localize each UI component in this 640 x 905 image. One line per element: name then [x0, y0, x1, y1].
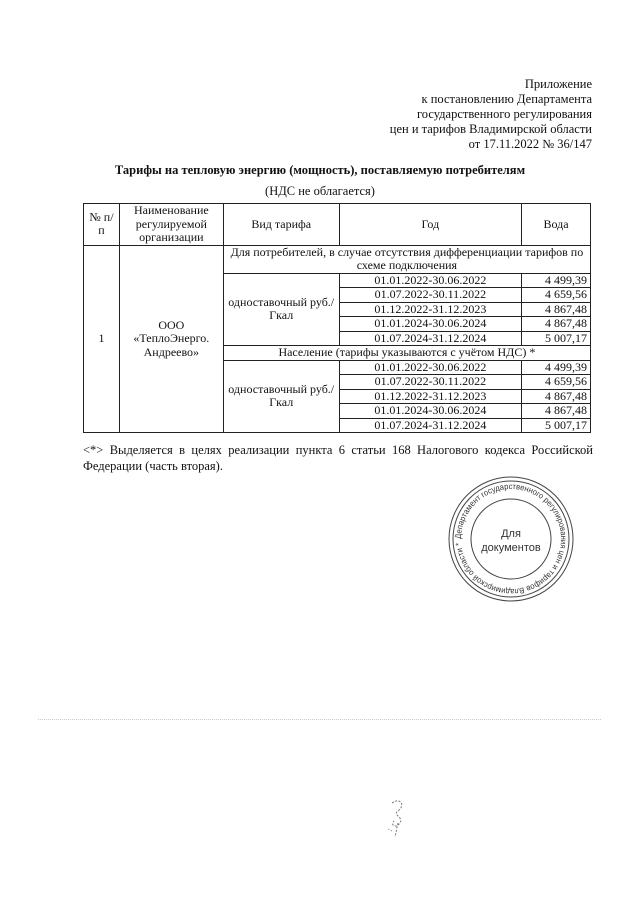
period-cell: 01.07.2024-31.12.2024	[339, 331, 521, 346]
value-cell: 4 499,39	[522, 360, 591, 375]
header-line: Приложение	[524, 77, 592, 91]
official-stamp	[447, 475, 575, 603]
value-cell: 4 867,48	[522, 317, 591, 332]
header-line: от 17.11.2022 № 36/147	[468, 137, 592, 151]
period-cell: 01.07.2022-30.11.2022	[339, 288, 521, 303]
period-cell: 01.01.2022-30.06.2022	[339, 273, 521, 288]
header-line: к постановлению Департамента	[421, 92, 592, 106]
period-cell: 01.12.2022-31.12.2023	[339, 389, 521, 404]
period-cell: 01.01.2024-30.06.2024	[339, 317, 521, 332]
value-cell: 4 867,48	[522, 404, 591, 419]
tariff-table	[83, 203, 591, 433]
footnote: <*> Выделяется в целях реализации пункта 6 статьи 168 Налогового кодекса Российской Федерации (часть вторая).	[83, 443, 593, 473]
column-header-year: Год	[339, 204, 521, 246]
stamp-center-line2: документов	[481, 542, 541, 554]
document-subtitle: (НДС не облагается)	[265, 184, 375, 198]
section-heading: Население (тарифы указываются с учётом НДС) *	[223, 346, 590, 361]
period-cell: 01.01.2024-30.06.2024	[339, 404, 521, 419]
period-cell: 01.07.2024-31.12.2024	[339, 418, 521, 433]
period-cell: 01.12.2022-31.12.2023	[339, 302, 521, 317]
row-number: 1	[84, 245, 120, 433]
table-header-row	[84, 204, 591, 246]
stamp-ring-text-path: Департамент государственного регулирования цен и тарифов Владимирской области *	[453, 481, 569, 597]
section-heading: Для потребителей, в случае отсутствия дифференциации тарифов по схеме подключения	[223, 245, 590, 273]
column-header-organization: Наименование регулируемой организации	[119, 204, 223, 246]
organization-name: ООО «ТеплоЭнерго. Андреево»	[119, 245, 223, 433]
value-cell: 5 007,17	[522, 418, 591, 433]
column-header-number: № п/п	[84, 204, 120, 246]
tariff-type: одноставочный руб./Гкал	[223, 360, 339, 433]
header-line: цен и тарифов Владимирской области	[389, 122, 592, 136]
handwritten-signature	[378, 795, 418, 843]
period-cell: 01.07.2022-30.11.2022	[339, 375, 521, 390]
value-cell: 4 499,39	[522, 273, 591, 288]
column-header-tariff-type: Вид тарифа	[223, 204, 339, 246]
period-cell: 01.01.2022-30.06.2022	[339, 360, 521, 375]
faint-dotted-line	[38, 719, 601, 720]
tariff-type: одноставочный руб./Гкал	[223, 273, 339, 346]
header-line: государственного регулирования	[416, 107, 592, 121]
document-title: Тарифы на тепловую энергию (мощность), поставляемую потребителям	[114, 163, 526, 177]
value-cell: 4 867,48	[522, 302, 591, 317]
column-header-water: Вода	[522, 204, 591, 246]
section-heading-row	[84, 245, 591, 273]
value-cell: 5 007,17	[522, 331, 591, 346]
value-cell: 4 867,48	[522, 389, 591, 404]
value-cell: 4 659,56	[522, 288, 591, 303]
stamp-center-line1: Для	[501, 528, 521, 540]
document-header	[390, 77, 592, 152]
value-cell: 4 659,56	[522, 375, 591, 390]
